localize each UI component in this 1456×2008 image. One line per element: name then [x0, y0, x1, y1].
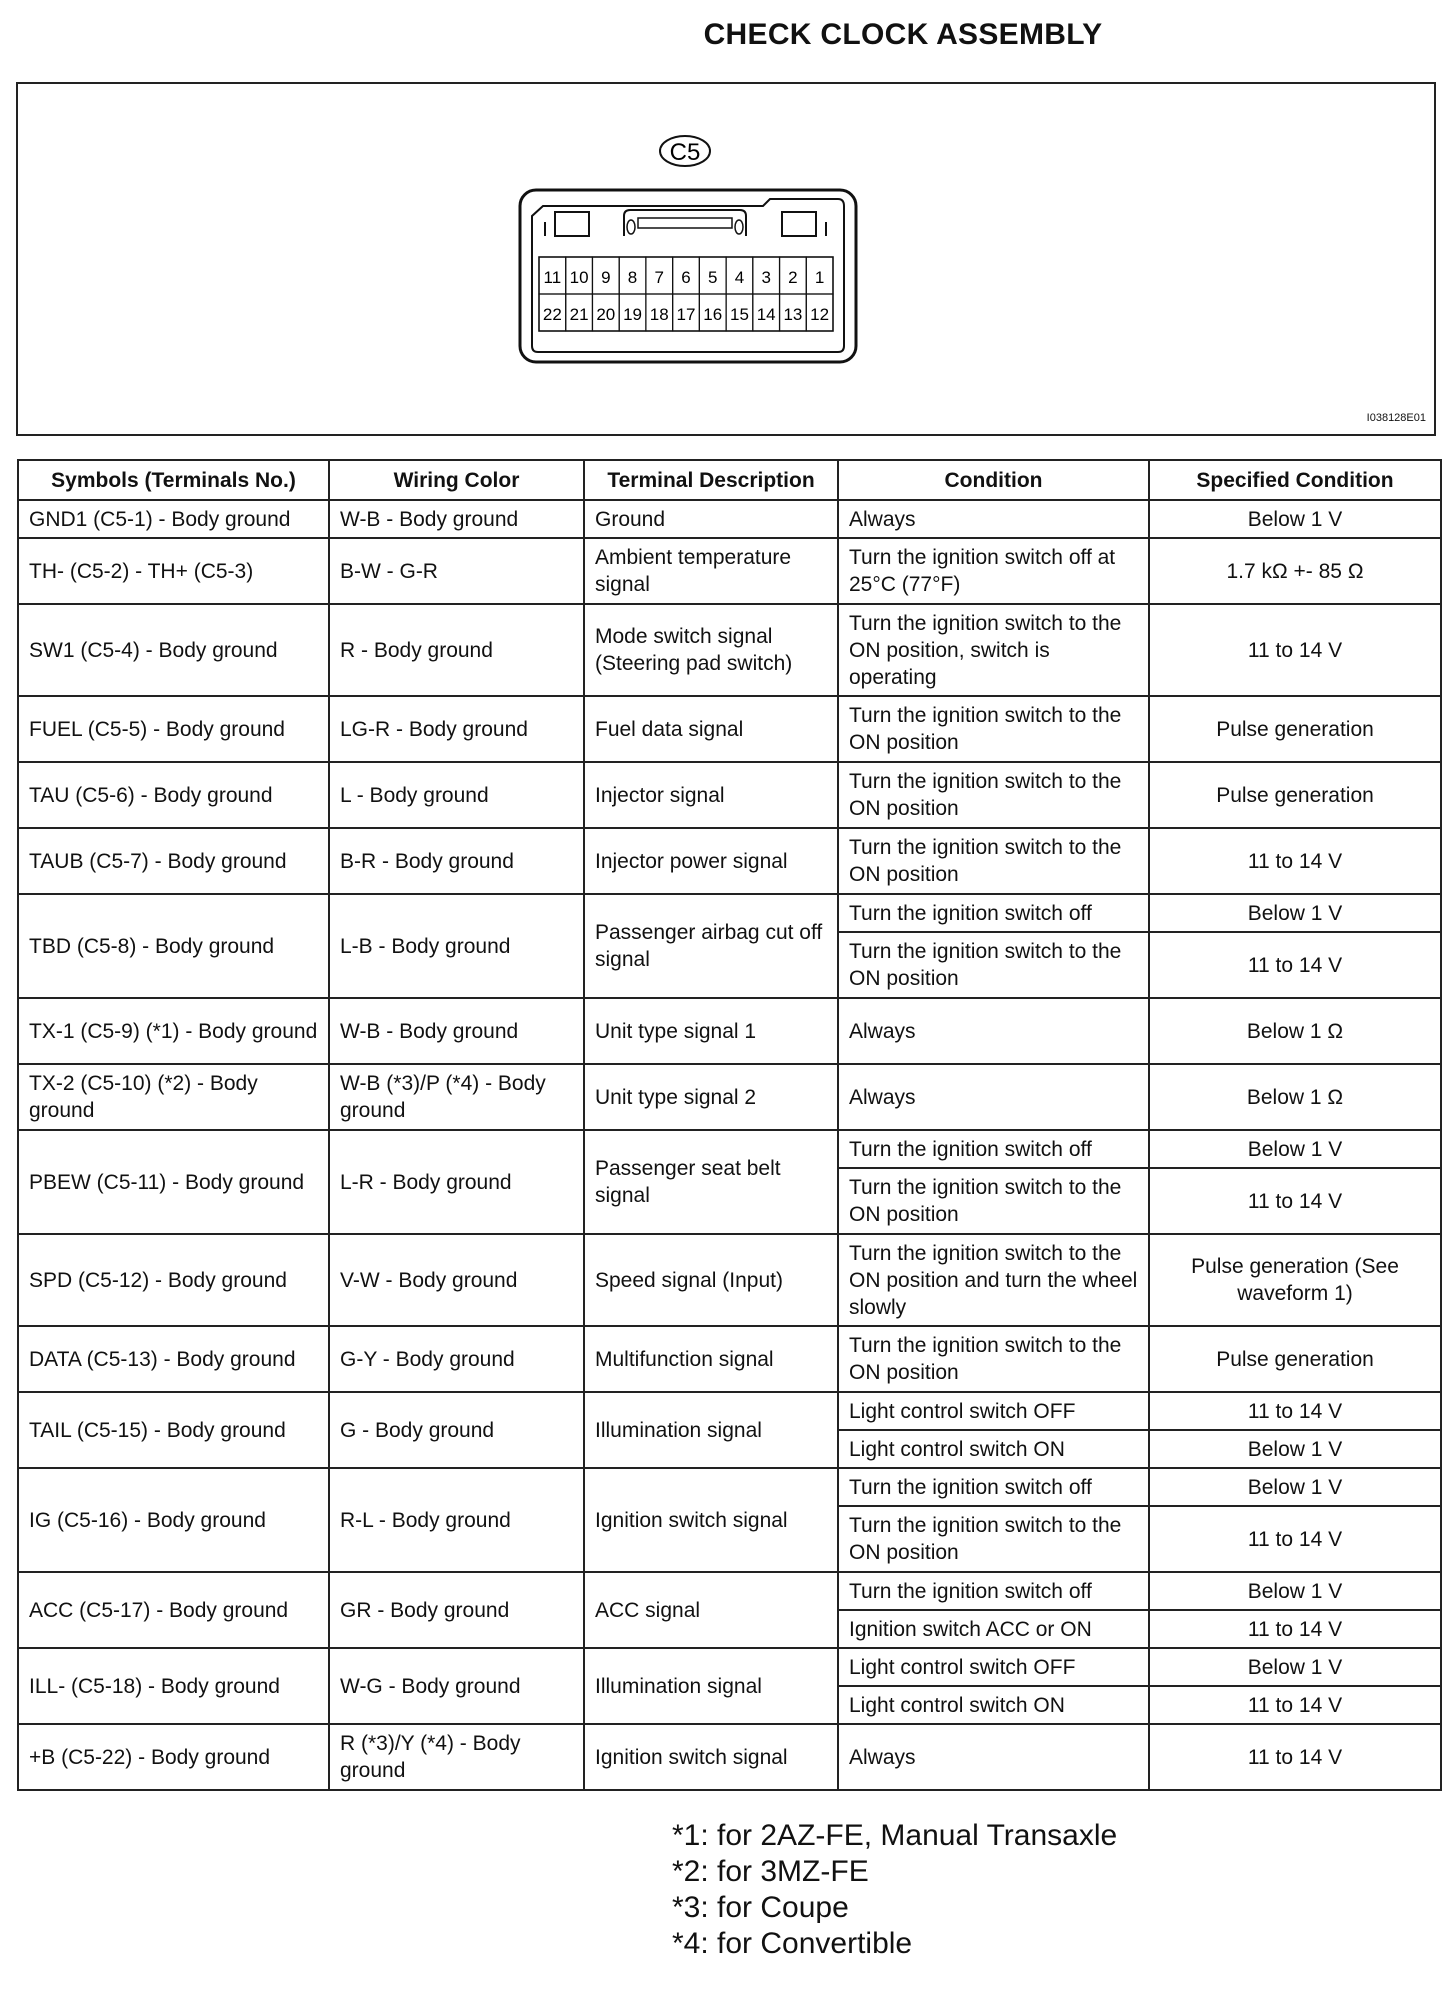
- terminal-description-cell: Ignition switch signal: [584, 1724, 838, 1790]
- terminal-number: 17: [676, 305, 696, 324]
- wiring-color-cell: LG-R - Body ground: [329, 696, 584, 762]
- specified-condition-cell: Below 1 V: [1149, 1572, 1441, 1610]
- specified-condition-cell: Below 1 V: [1149, 894, 1441, 932]
- condition-cell: Turn the ignition switch off: [838, 1572, 1149, 1610]
- condition-cell: Turn the ignition switch to the ON position: [838, 696, 1149, 762]
- terminal-description-cell: Multifunction signal: [584, 1326, 838, 1392]
- condition-cell: Always: [838, 1064, 1149, 1130]
- specified-condition-cell: Below 1 V: [1149, 1430, 1441, 1468]
- footnote: *1: for 2AZ-FE, Manual Transaxle: [672, 1819, 1118, 1852]
- terminal-number: 10: [569, 268, 589, 287]
- wiring-color-cell: B-W - G-R: [329, 538, 584, 604]
- terminal-spec-table: [17, 459, 1442, 1791]
- wiring-color-cell: R (*3)/Y (*4) - Body ground: [329, 1724, 584, 1790]
- specified-condition-cell: Below 1 V: [1149, 1130, 1441, 1168]
- wiring-color-cell: R-L - Body ground: [329, 1468, 584, 1572]
- header-terminal-description: Terminal Description: [584, 460, 838, 500]
- condition-cell: Ignition switch ACC or ON: [838, 1610, 1149, 1648]
- page-title: CHECK CLOCK ASSEMBLY: [703, 18, 1103, 51]
- terminal-description-cell: Injector power signal: [584, 828, 838, 894]
- condition-cell: Turn the ignition switch off: [838, 894, 1149, 932]
- wiring-color-cell: L-B - Body ground: [329, 894, 584, 998]
- condition-cell: Turn the ignition switch to the ON position: [838, 762, 1149, 828]
- footnotes: [672, 1818, 1117, 1962]
- condition-cell: Light control switch ON: [838, 1430, 1149, 1468]
- specified-condition-cell: 11 to 14 V: [1149, 1506, 1441, 1572]
- terminal-description-cell: Injector signal: [584, 762, 838, 828]
- specified-condition-cell: Below 1 V: [1149, 1468, 1441, 1506]
- condition-cell: Always: [838, 500, 1149, 538]
- table-row: [18, 762, 1441, 828]
- terminal-number: 19: [623, 305, 643, 324]
- wiring-color-cell: GR - Body ground: [329, 1572, 584, 1648]
- specified-condition-cell: Pulse generation: [1149, 762, 1441, 828]
- terminal-description-cell: Ignition switch signal: [584, 1468, 838, 1572]
- terminal-description-cell: Ground: [584, 500, 838, 538]
- table-row: [18, 1572, 1441, 1610]
- symbol-cell: TH- (C5-2) - TH+ (C5-3): [18, 538, 329, 604]
- table-row: [18, 1064, 1441, 1130]
- condition-cell: Turn the ignition switch to the ON position: [838, 1506, 1149, 1572]
- wiring-color-cell: W-B - Body ground: [329, 500, 584, 538]
- condition-cell: Always: [838, 998, 1149, 1064]
- terminal-number: 22: [542, 305, 562, 324]
- condition-cell: Turn the ignition switch to the ON position: [838, 1326, 1149, 1392]
- table-row: [18, 1724, 1441, 1790]
- symbol-cell: TAIL (C5-15) - Body ground: [18, 1392, 329, 1468]
- table-row: [18, 604, 1441, 696]
- symbol-cell: IG (C5-16) - Body ground: [18, 1468, 329, 1572]
- condition-cell: Turn the ignition switch off: [838, 1468, 1149, 1506]
- wiring-color-cell: W-G - Body ground: [329, 1648, 584, 1724]
- specified-condition-cell: 11 to 14 V: [1149, 1168, 1441, 1234]
- specified-condition-cell: Pulse generation (See waveform 1): [1149, 1234, 1441, 1326]
- terminal-number: 1: [814, 268, 825, 287]
- footnote: *2: for 3MZ-FE: [672, 1855, 869, 1888]
- header-symbols: Symbols (Terminals No.): [18, 460, 329, 500]
- table-row: [18, 1234, 1441, 1326]
- symbol-cell: TAU (C5-6) - Body ground: [18, 762, 329, 828]
- wiring-color-cell: W-B - Body ground: [329, 998, 584, 1064]
- specified-condition-cell: 11 to 14 V: [1149, 1392, 1441, 1430]
- symbol-cell: TX-1 (C5-9) (*1) - Body ground: [18, 998, 329, 1064]
- specified-condition-cell: Below 1 Ω: [1149, 1064, 1441, 1130]
- table-row: [18, 1648, 1441, 1686]
- wiring-color-cell: W-B (*3)/P (*4) - Body ground: [329, 1064, 584, 1130]
- header-condition: Condition: [838, 460, 1149, 500]
- symbol-cell: TBD (C5-8) - Body ground: [18, 894, 329, 998]
- connector-label: C5: [669, 139, 701, 166]
- condition-cell: Light control switch OFF: [838, 1648, 1149, 1686]
- table-row: [18, 1392, 1441, 1430]
- condition-cell: Turn the ignition switch off at 25°C (77°F): [838, 538, 1149, 604]
- specified-condition-cell: 11 to 14 V: [1149, 1686, 1441, 1724]
- terminal-number: 14: [756, 305, 776, 324]
- terminal-description-cell: Illumination signal: [584, 1648, 838, 1724]
- footnote: *4: for Convertible: [672, 1927, 913, 1960]
- table-row: [18, 1326, 1441, 1392]
- terminal-description-cell: Passenger seat belt signal: [584, 1130, 838, 1234]
- terminal-number: 9: [601, 268, 611, 287]
- symbol-cell: TX-2 (C5-10) (*2) - Body ground: [18, 1064, 329, 1130]
- specified-condition-cell: Below 1 V: [1149, 500, 1441, 538]
- terminal-number: 2: [788, 268, 798, 287]
- specified-condition-cell: 1.7 kΩ +- 85 Ω: [1149, 538, 1441, 604]
- symbol-cell: DATA (C5-13) - Body ground: [18, 1326, 329, 1392]
- table-row: [18, 538, 1441, 604]
- terminal-number: 20: [596, 305, 616, 324]
- symbol-cell: ACC (C5-17) - Body ground: [18, 1572, 329, 1648]
- condition-cell: Light control switch OFF: [838, 1392, 1149, 1430]
- symbol-cell: +B (C5-22) - Body ground: [18, 1724, 329, 1790]
- condition-cell: Always: [838, 1724, 1149, 1790]
- specified-condition-cell: 11 to 14 V: [1149, 828, 1441, 894]
- terminal-number: 7: [654, 268, 665, 287]
- terminal-number: 18: [649, 305, 669, 324]
- specified-condition-cell: 11 to 14 V: [1149, 932, 1441, 998]
- condition-cell: Turn the ignition switch off: [838, 1130, 1149, 1168]
- specified-condition-cell: 11 to 14 V: [1149, 1610, 1441, 1648]
- connector-diagram: [16, 82, 1436, 436]
- wiring-color-cell: V-W - Body ground: [329, 1234, 584, 1326]
- connector-drawing: [18, 84, 1434, 434]
- condition-cell: Turn the ignition switch to the ON position: [838, 1168, 1149, 1234]
- wiring-color-cell: L - Body ground: [329, 762, 584, 828]
- terminal-description-cell: Ambient temperature signal: [584, 538, 838, 604]
- wiring-color-cell: R - Body ground: [329, 604, 584, 696]
- symbol-cell: SW1 (C5-4) - Body ground: [18, 604, 329, 696]
- specified-condition-cell: Pulse generation: [1149, 696, 1441, 762]
- terminal-number: 15: [729, 305, 749, 324]
- specified-condition-cell: Pulse generation: [1149, 1326, 1441, 1392]
- terminal-description-cell: Fuel data signal: [584, 696, 838, 762]
- figure-id: I038128E01: [1366, 412, 1426, 424]
- terminal-description-cell: Mode switch signal (Steering pad switch): [584, 604, 838, 696]
- table-row: [18, 696, 1441, 762]
- condition-cell: Turn the ignition switch to the ON position, switch is operating: [838, 604, 1149, 696]
- symbol-cell: ILL- (C5-18) - Body ground: [18, 1648, 329, 1724]
- footnote: *3: for Coupe: [672, 1891, 849, 1924]
- terminal-number: 21: [569, 305, 589, 324]
- header-wiring-color: Wiring Color: [329, 460, 584, 500]
- specified-condition-cell: Below 1 Ω: [1149, 998, 1441, 1064]
- terminal-number: 6: [681, 268, 691, 287]
- terminal-description-cell: Illumination signal: [584, 1392, 838, 1468]
- terminal-number: 11: [543, 268, 562, 287]
- table-row: [18, 1468, 1441, 1506]
- wiring-color-cell: G-Y - Body ground: [329, 1326, 584, 1392]
- condition-cell: Turn the ignition switch to the ON position: [838, 828, 1149, 894]
- terminal-description-cell: Unit type signal 1: [584, 998, 838, 1064]
- terminal-description-cell: Speed signal (Input): [584, 1234, 838, 1326]
- terminal-grid: [539, 257, 833, 331]
- symbol-cell: TAUB (C5-7) - Body ground: [18, 828, 329, 894]
- terminal-number: 13: [783, 305, 803, 324]
- condition-cell: Light control switch ON: [838, 1686, 1149, 1724]
- wiring-color-cell: G - Body ground: [329, 1392, 584, 1468]
- terminal-description-cell: Unit type signal 2: [584, 1064, 838, 1130]
- specified-condition-cell: 11 to 14 V: [1149, 604, 1441, 696]
- table-row: [18, 500, 1441, 538]
- wiring-color-cell: B-R - Body ground: [329, 828, 584, 894]
- symbol-cell: FUEL (C5-5) - Body ground: [18, 696, 329, 762]
- terminal-number: 5: [707, 268, 718, 287]
- table-row: [18, 1130, 1441, 1168]
- symbol-cell: PBEW (C5-11) - Body ground: [18, 1130, 329, 1234]
- header-specified-condition: Specified Condition: [1149, 460, 1441, 500]
- terminal-number: 3: [761, 268, 771, 287]
- condition-cell: Turn the ignition switch to the ON position: [838, 932, 1149, 998]
- terminal-description-cell: ACC signal: [584, 1572, 838, 1648]
- terminal-number: 8: [627, 268, 638, 287]
- terminal-number: 16: [703, 305, 723, 324]
- wiring-color-cell: L-R - Body ground: [329, 1130, 584, 1234]
- table-row: [18, 828, 1441, 894]
- table-row: [18, 998, 1441, 1064]
- symbol-cell: GND1 (C5-1) - Body ground: [18, 500, 329, 538]
- terminal-number: 4: [734, 268, 745, 287]
- table-row: [18, 894, 1441, 932]
- specified-condition-cell: Below 1 V: [1149, 1648, 1441, 1686]
- specified-condition-cell: 11 to 14 V: [1149, 1724, 1441, 1790]
- terminal-number: 12: [810, 305, 830, 324]
- terminal-description-cell: Passenger airbag cut off signal: [584, 894, 838, 998]
- symbol-cell: SPD (C5-12) - Body ground: [18, 1234, 329, 1326]
- condition-cell: Turn the ignition switch to the ON position and turn the wheel slowly: [838, 1234, 1149, 1326]
- table-header-row: [18, 460, 1441, 500]
